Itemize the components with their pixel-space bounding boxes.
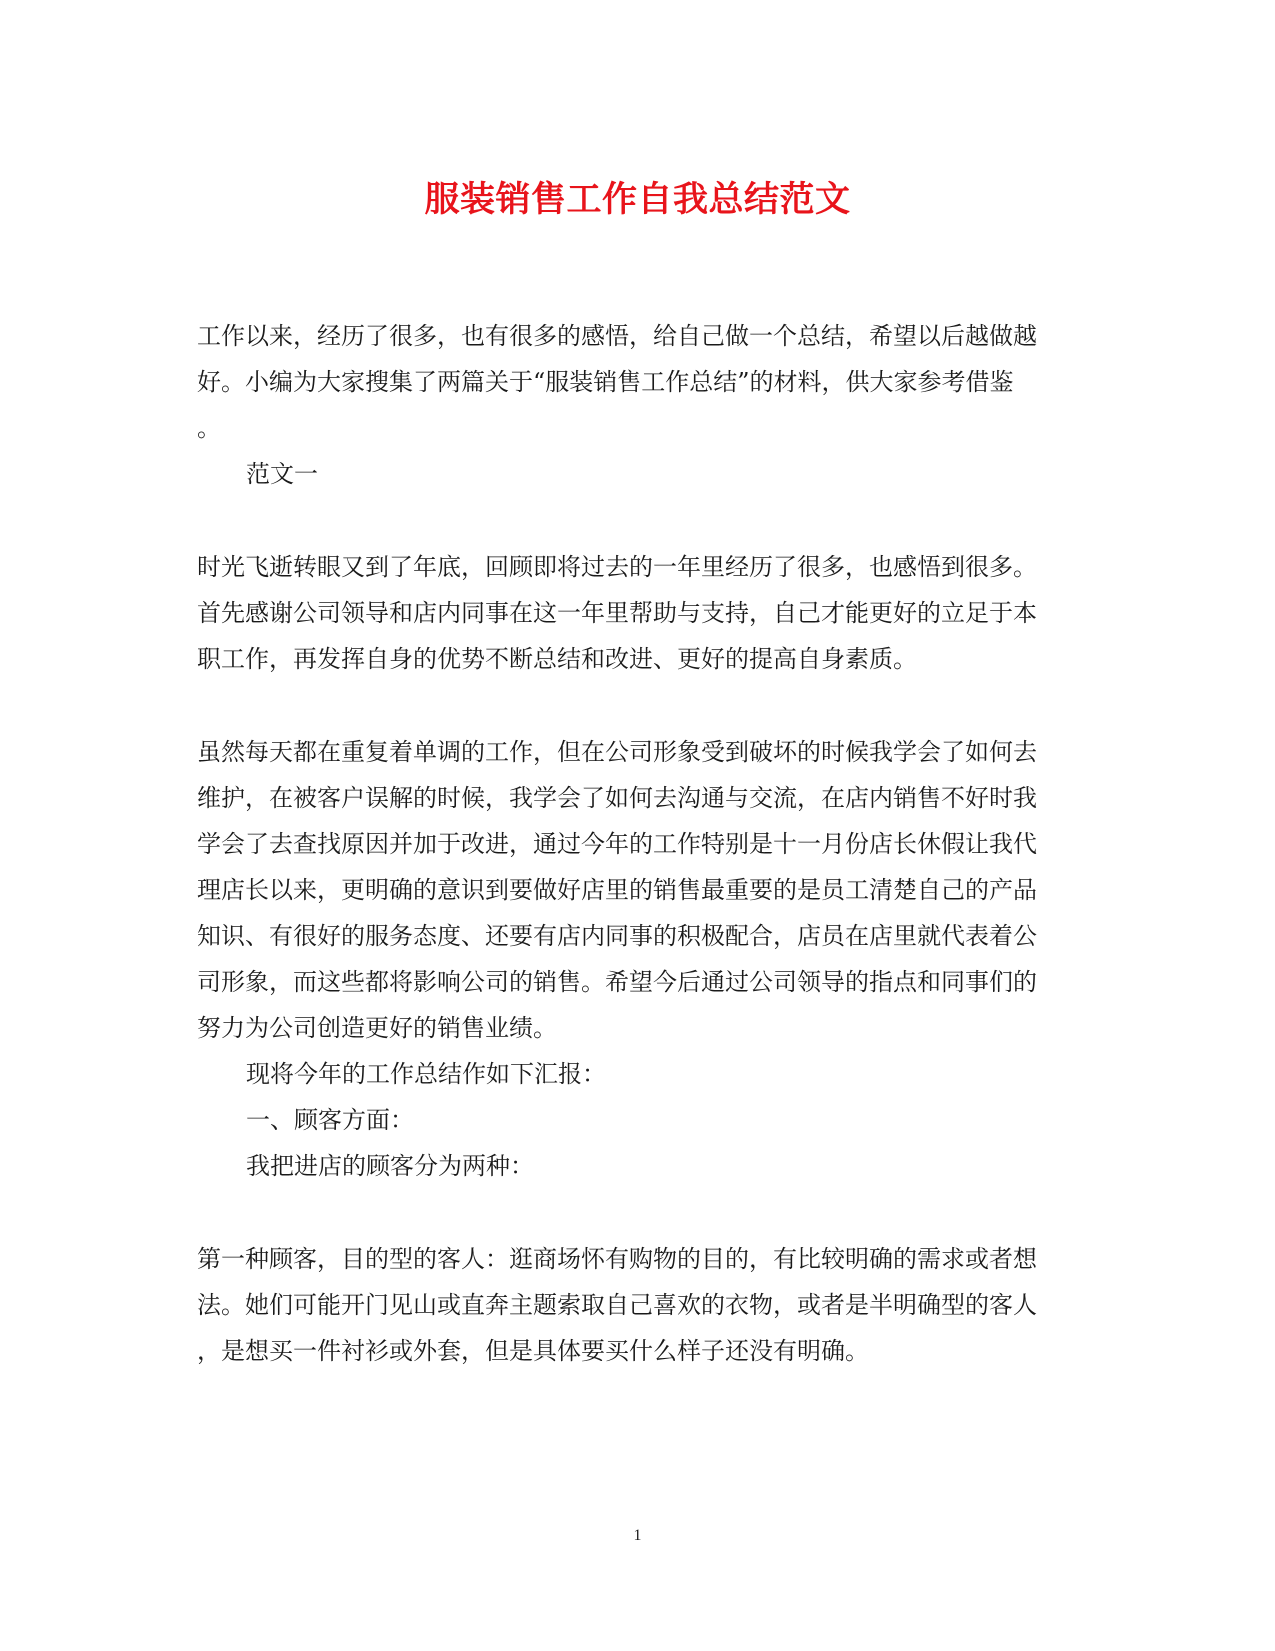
body-line: 第一种顾客，目的型的客人：逛商场怀有购物的目的，有比较明确的需求或者想 — [197, 1245, 1037, 1273]
section-heading: 一、顾客方面： — [246, 1106, 414, 1134]
body-line: 首先感谢公司领导和店内同事在这一年里帮助与支持，自己才能更好的立足于本 — [197, 599, 1037, 627]
body-line: 时光飞逝转眼又到了年底，回顾即将过去的一年里经历了很多，也感悟到很多。 — [197, 553, 1037, 581]
body-line: 我把进店的顾客分为两种： — [246, 1152, 534, 1180]
body-line: 知识、有很好的服务态度、还要有店内同事的积极配合，店员在店里就代表着公 — [197, 922, 1037, 950]
body-line: 。 — [197, 414, 221, 442]
body-line: 法。她们可能开门见山或直奔主题索取自己喜欢的衣物，或者是半明确型的客人 — [197, 1291, 1037, 1319]
body-line: 学会了去查找原因并加于改进，通过今年的工作特别是十一月份店长休假让我代 — [197, 830, 1037, 858]
body-line: 好。小编为大家搜集了两篇关于“服装销售工作总结”的材料，供大家参考借鉴 — [197, 368, 1014, 396]
body-line: 职工作，再发挥自身的优势不断总结和改进、更好的提高自身素质。 — [197, 645, 917, 673]
body-line: 司形象，而这些都将影响公司的销售。希望今后通过公司领导的指点和同事们的 — [197, 968, 1037, 996]
document-title: 服装销售工作自我总结范文 — [424, 179, 851, 220]
body-line: 理店长以来，更明确的意识到要做好店里的销售最重要的是员工清楚自己的产品 — [197, 876, 1037, 904]
body-line: 工作以来，经历了很多，也有很多的感悟，给自己做一个总结，希望以后越做越 — [197, 322, 1037, 350]
page-number: 1 — [633, 1527, 642, 1544]
body-line: 维护，在被客户误解的时候，我学会了如何去沟通与交流，在店内销售不好时我 — [197, 784, 1037, 812]
body-line: ，是想买一件衬衫或外套，但是具体要买什么样子还没有明确。 — [197, 1337, 869, 1365]
body-line: 虽然每天都在重复着单调的工作，但在公司形象受到破坏的时候我学会了如何去 — [197, 738, 1037, 766]
body-line: 努力为公司创造更好的销售业绩。 — [197, 1014, 557, 1042]
body-line: 现将今年的工作总结作如下汇报： — [246, 1060, 606, 1088]
section-heading: 范文一 — [246, 460, 318, 488]
